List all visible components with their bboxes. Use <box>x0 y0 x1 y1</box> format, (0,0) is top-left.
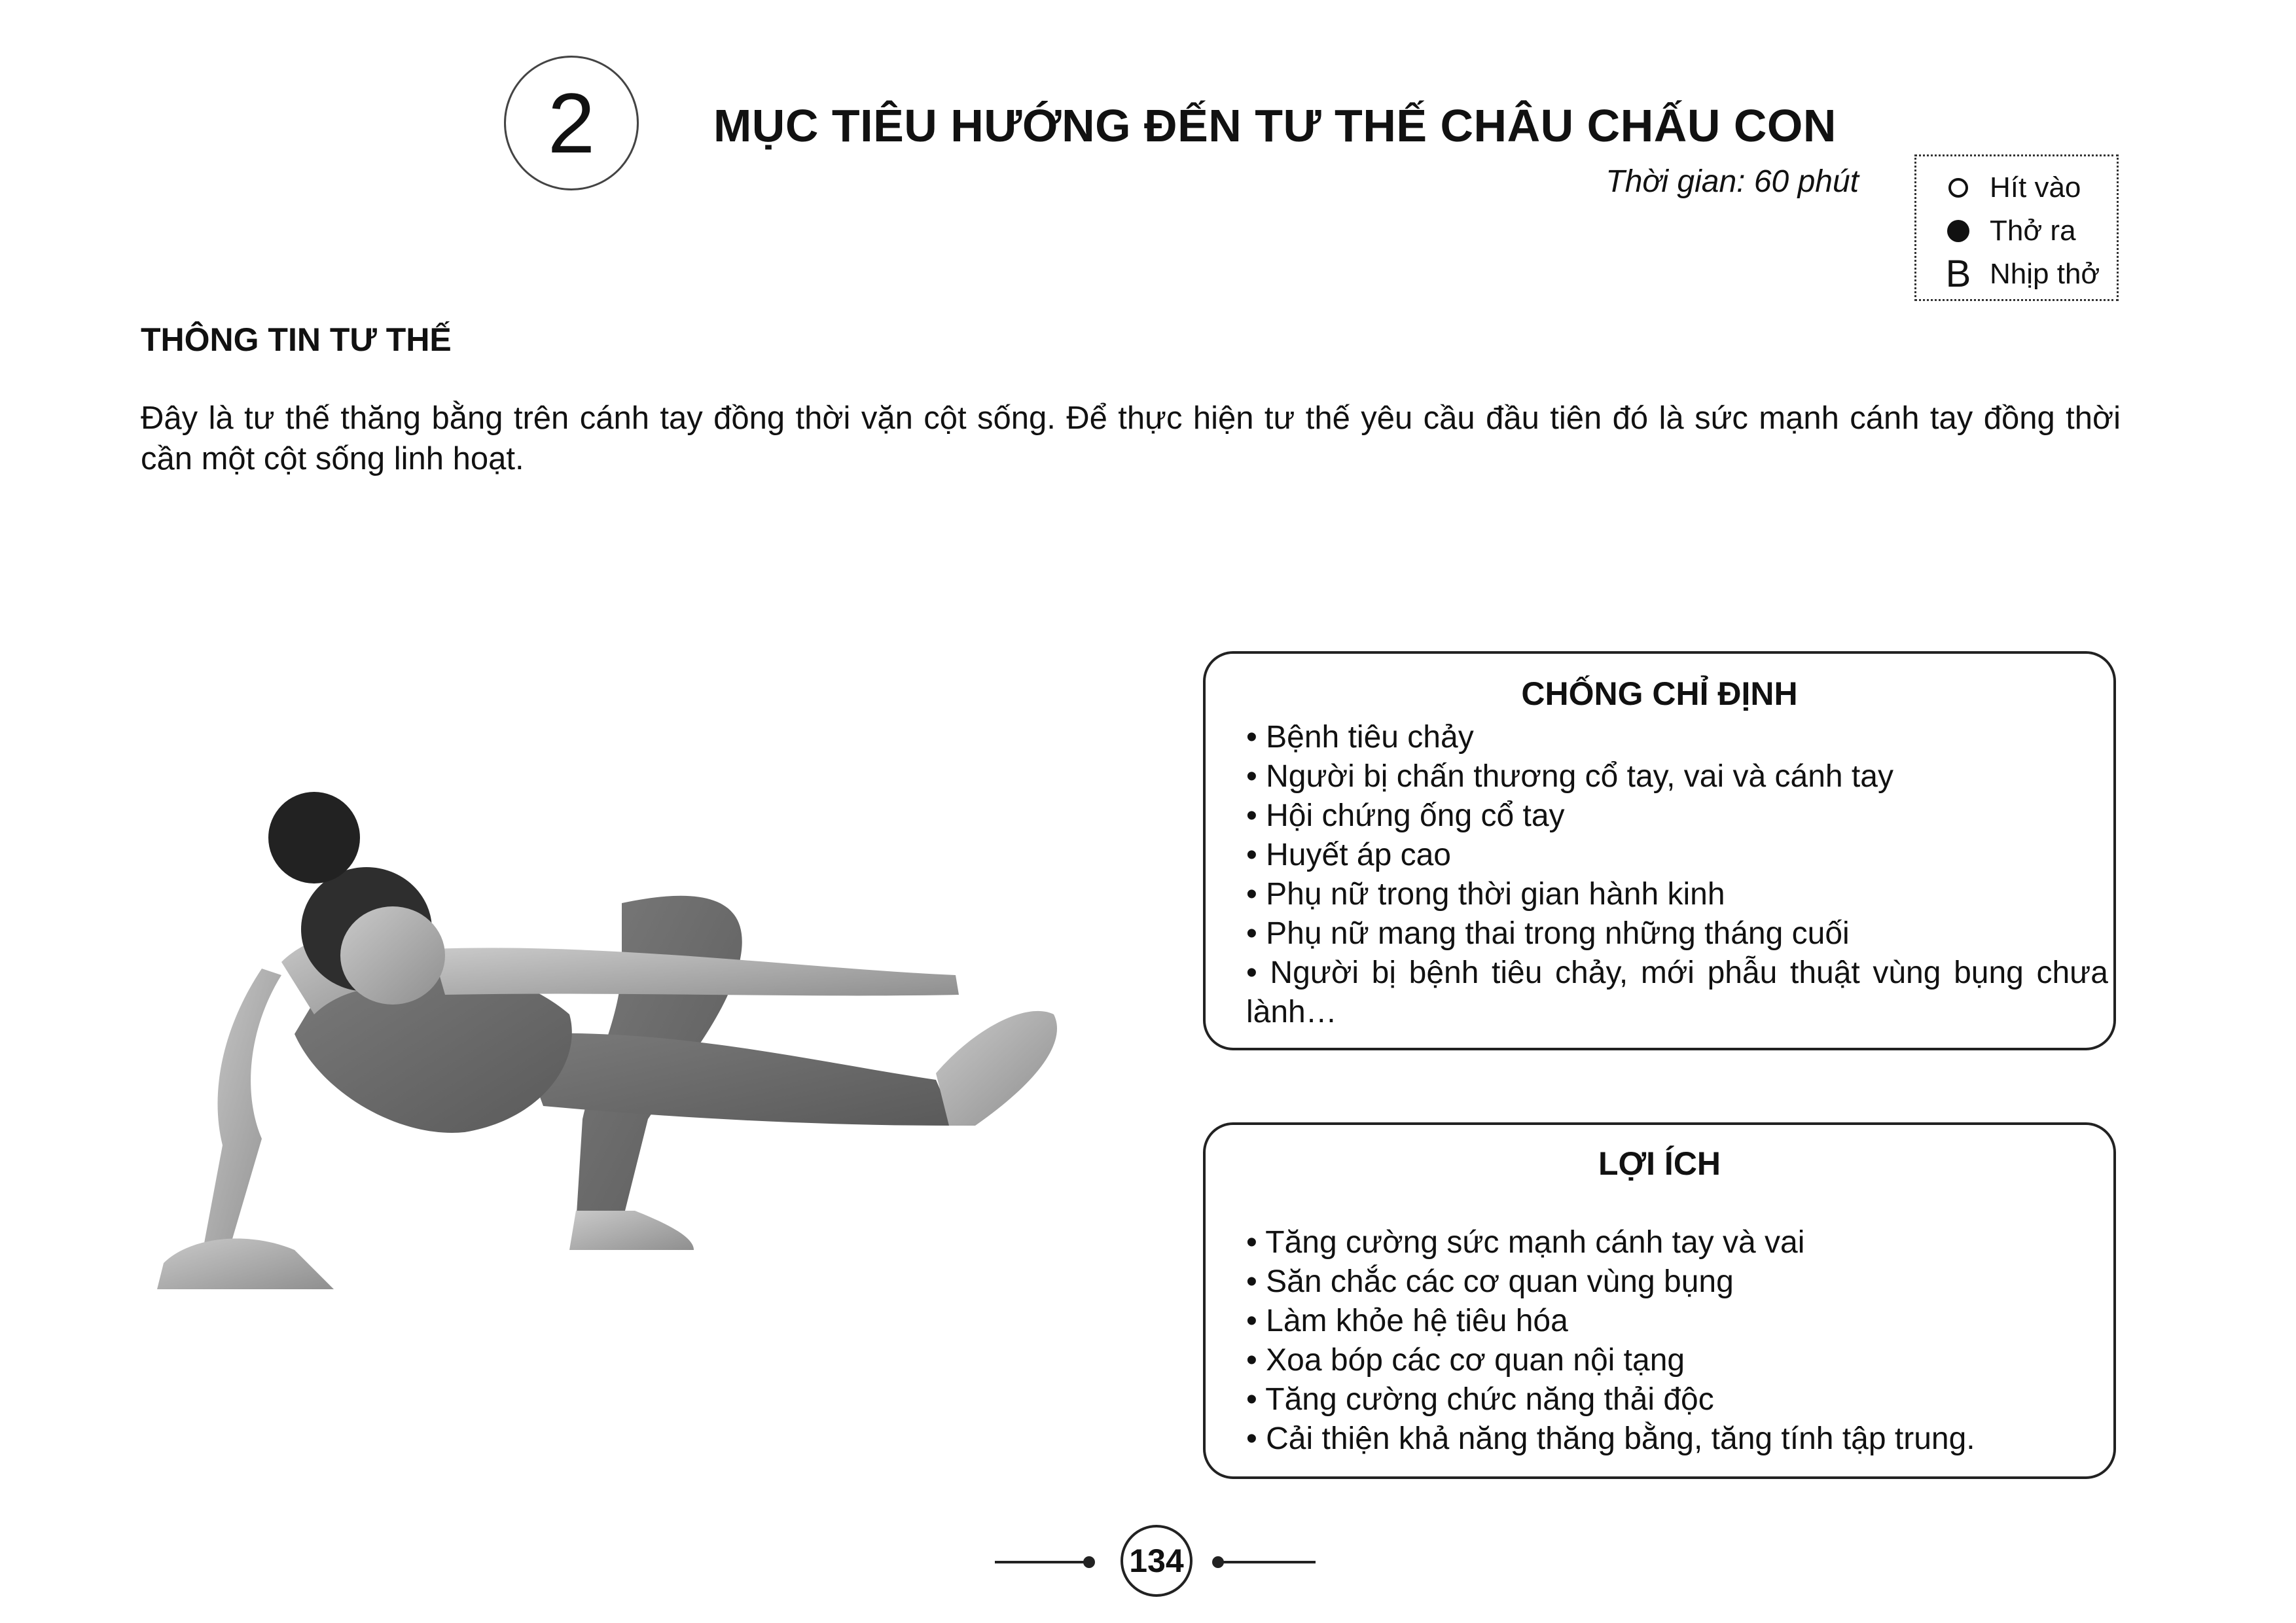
list-item: • Người bị bệnh tiêu chảy, mới phẫu thuật vùng bụng chưa lành… <box>1246 955 2108 1029</box>
contraindications-box <box>1203 651 2116 1050</box>
section-number-badge <box>504 56 639 190</box>
legend-item-exhale <box>1940 211 2076 251</box>
extended-leg-shape <box>517 1033 956 1126</box>
footer-rule-right <box>1221 1561 1316 1563</box>
list-item: • Xoa bóp các cơ quan nội tạng <box>1246 1343 1685 1378</box>
foot-shape <box>569 1211 694 1250</box>
list-item: • Cải thiện khả năng thăng bằng, tăng tính tập trung. <box>1246 1421 1975 1456</box>
breath-b-symbol: B <box>1945 253 1971 295</box>
list-item: • Người bị chấn thương cổ tay, vai và cánh tay <box>1246 759 1893 794</box>
benefits-box <box>1203 1122 2116 1479</box>
list-item: • Săn chắc các cơ quan vùng bụng <box>1246 1264 1734 1299</box>
list-item: • Phụ nữ trong thời gian hành kinh <box>1246 877 1725 912</box>
list-item: • Huyết áp cao <box>1246 838 1451 872</box>
hand-shape <box>157 1239 334 1289</box>
list-item: • Bệnh tiêu chảy <box>1246 720 1474 755</box>
footer-rule-left <box>995 1561 1086 1563</box>
page-number: 134 <box>1129 1543 1184 1579</box>
page-number-badge <box>1121 1525 1193 1597</box>
section-heading: THÔNG TIN TƯ THẾ <box>141 321 452 358</box>
legend-item-inhale <box>1940 168 2081 207</box>
box-title: LỢI ÍCH <box>1598 1145 1721 1182</box>
duration-label: Thời gian: 60 phút <box>1605 164 1859 199</box>
list-item: • Tăng cường sức mạnh cánh tay và vai <box>1246 1225 1805 1260</box>
box-title: CHỐNG CHỈ ĐỊNH <box>1521 675 1798 712</box>
list-item: • Làm khỏe hệ tiêu hóa <box>1246 1304 1568 1338</box>
extended-foot-shape <box>936 1011 1057 1126</box>
page-title: MỤC TIÊU HƯỚNG ĐẾN TƯ THẾ CHÂU CHẤU CON <box>713 100 1837 151</box>
list-item: • Hội chứng ống cổ tay <box>1246 798 1565 833</box>
filled-circle-icon <box>1947 220 1969 242</box>
support-arm-shape <box>203 969 281 1250</box>
legend-label: Hít vào <box>1990 171 2081 204</box>
contraindications-list <box>1246 718 2108 1032</box>
legend-label: Thở ra <box>1990 215 2076 247</box>
yoga-pose-photo <box>151 753 1172 1394</box>
legend-label: Nhịp thở <box>1990 258 2100 290</box>
face-shape <box>340 906 445 1005</box>
section-number: 2 <box>547 75 596 171</box>
legend-item-breath-rhythm <box>1940 255 2100 294</box>
open-circle-icon <box>1948 178 1968 198</box>
list-item: • Phụ nữ mang thai trong những tháng cuối <box>1246 916 1850 951</box>
section-body-text: Đây là tư thế thăng bằng trên cánh tay đồng thời vặn cột sống. Để thực hiện tư thế yêu cầu đầu tiên đó là sức mạnh cánh tay đồng thời cần một cột sống linh hoạt. <box>141 401 2121 476</box>
benefits-list <box>1246 1223 2108 1459</box>
breathing-legend <box>1914 154 2119 301</box>
footer-dot-left <box>1083 1556 1095 1568</box>
list-item: • Tăng cường chức năng thải độc <box>1246 1382 1714 1417</box>
hair-bun-shape <box>268 792 360 883</box>
